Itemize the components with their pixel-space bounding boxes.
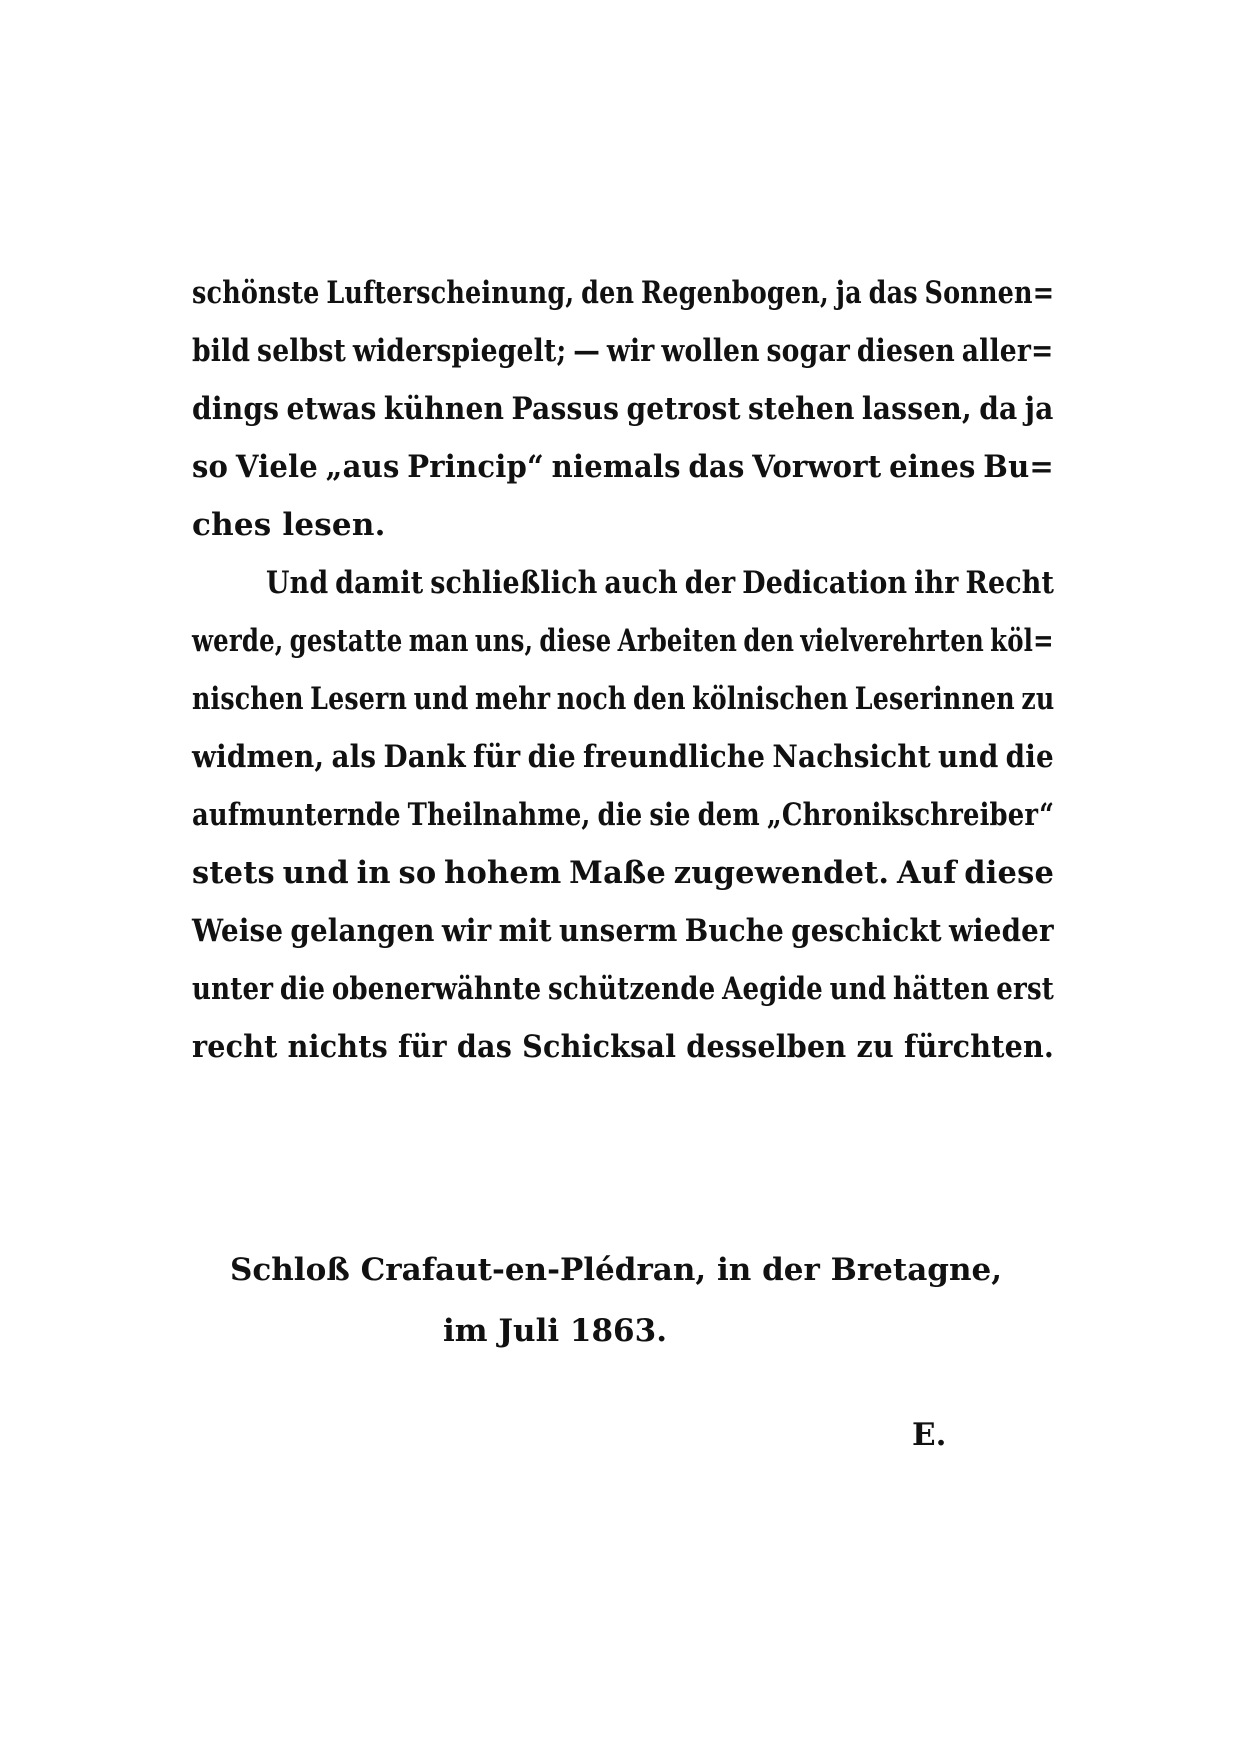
word: hätten [893, 971, 990, 1007]
word: Lesern [310, 681, 408, 717]
word: den [632, 681, 686, 717]
word: dings [192, 391, 280, 427]
word: unserm [559, 913, 678, 949]
signature: E. [912, 1417, 947, 1453]
text-line: ches lesen. [192, 507, 386, 543]
word: lassen, [861, 391, 972, 427]
word: eines [889, 449, 976, 485]
word: Arbeiten [617, 623, 738, 659]
word: geschickt [791, 913, 942, 949]
word: bild [192, 333, 251, 369]
word: dem [697, 797, 760, 833]
word: uns, [474, 623, 534, 659]
word: Theilnahme, [407, 797, 591, 833]
word: werde, [192, 623, 284, 659]
word: zu [1021, 681, 1055, 717]
text-line [192, 790, 1054, 840]
word: getrost [626, 391, 741, 427]
word: Auf [897, 855, 957, 891]
word: so [192, 449, 229, 485]
word: wir [606, 333, 655, 369]
word: obenerwähnte [331, 971, 542, 1007]
word: und [413, 681, 469, 717]
word: Und [266, 565, 329, 601]
word: wollen [661, 333, 760, 369]
word: widmen, [192, 739, 325, 775]
word: diese [539, 623, 612, 659]
word: stets [192, 855, 275, 891]
word: sie [649, 797, 691, 833]
word: wir [441, 913, 492, 949]
word: das [688, 449, 745, 485]
word: noch [556, 681, 627, 717]
word: ja [1024, 391, 1054, 427]
word: als [331, 739, 377, 775]
word: Buche [684, 913, 784, 949]
word: Sonnen= [924, 275, 1055, 311]
word: schließlich [430, 565, 598, 601]
word: widerspiegelt; [352, 333, 567, 369]
word: Maße [569, 855, 666, 891]
word: da [979, 391, 1018, 427]
word: schönste [192, 275, 320, 311]
word: die [279, 971, 326, 1007]
word: stehen [748, 391, 855, 427]
closing-date: im Juli 1863. [443, 1313, 667, 1349]
word: erst [996, 971, 1055, 1007]
word: mit [498, 913, 552, 949]
word: hohem [444, 855, 562, 891]
word: die [1005, 739, 1054, 775]
word: mehr [475, 681, 551, 717]
word: Dedication [742, 565, 908, 601]
word: wieder [949, 913, 1054, 949]
word: Viele [235, 449, 318, 485]
word: die [527, 739, 576, 775]
word: schützende [547, 971, 716, 1007]
word: diese [964, 855, 1055, 891]
word: nischen [192, 681, 304, 717]
text-line [266, 558, 1054, 608]
text-line [192, 442, 1054, 492]
text-line: recht nichts für das Schicksal desselben zu fürchten. [192, 1029, 1055, 1065]
word: Dank [383, 739, 466, 775]
word: freundliche [583, 739, 766, 775]
word: in [356, 855, 391, 891]
text-line [192, 384, 1054, 434]
word: Recht [965, 565, 1055, 601]
word: Lufterscheinung, [326, 275, 575, 311]
word: Vorwort [752, 449, 882, 485]
word: Weise [192, 913, 284, 949]
word: „Chronikschreiber“ [766, 797, 1055, 833]
word: für [472, 739, 521, 775]
word: „aus [325, 449, 400, 485]
word: und [829, 971, 887, 1007]
word: auch [604, 565, 678, 601]
word: Leserinnen [854, 681, 1015, 717]
word: Princip“ [407, 449, 544, 485]
word: niemals [551, 449, 681, 485]
word: zugewendet. [673, 855, 890, 891]
text-line [192, 674, 1055, 724]
text-line [192, 616, 1054, 666]
word: gestatte [289, 623, 403, 659]
word: die [597, 797, 643, 833]
text-line [192, 906, 1054, 956]
word: Aegide [722, 971, 823, 1007]
word: kölnischen [692, 681, 849, 717]
word: und [938, 739, 999, 775]
text-line [192, 964, 1054, 1014]
word: ihr [914, 565, 959, 601]
word: selbst [257, 333, 347, 369]
closing-place: Schloß Crafaut-en-Plédran, in der Bretagne, [230, 1252, 1003, 1288]
word: Regenbogen, [640, 275, 829, 311]
word: köl= [990, 623, 1054, 659]
word: ja [835, 275, 862, 311]
word: so [398, 855, 437, 891]
word: unter [192, 971, 274, 1007]
word: aller= [961, 333, 1054, 369]
word: diesen [856, 333, 955, 369]
word: etwas [286, 391, 377, 427]
text-line [192, 326, 1054, 376]
word: den [743, 623, 795, 659]
word: sogar [766, 333, 851, 369]
text-line [192, 268, 1054, 318]
word: Passus [511, 391, 620, 427]
word: kühnen [383, 391, 505, 427]
word: und [282, 855, 349, 891]
word: den [581, 275, 635, 311]
word: gelangen [290, 913, 435, 949]
word: der [684, 565, 736, 601]
word: das [868, 275, 918, 311]
text-line [192, 848, 1054, 898]
text-line [192, 732, 1054, 782]
word: — [573, 333, 601, 369]
word: Nachsicht [772, 739, 931, 775]
word: aufmunternde [192, 797, 401, 833]
word: Bu= [983, 449, 1054, 485]
word: damit [335, 565, 424, 601]
word: vielverehrten [800, 623, 984, 659]
word: man [408, 623, 469, 659]
